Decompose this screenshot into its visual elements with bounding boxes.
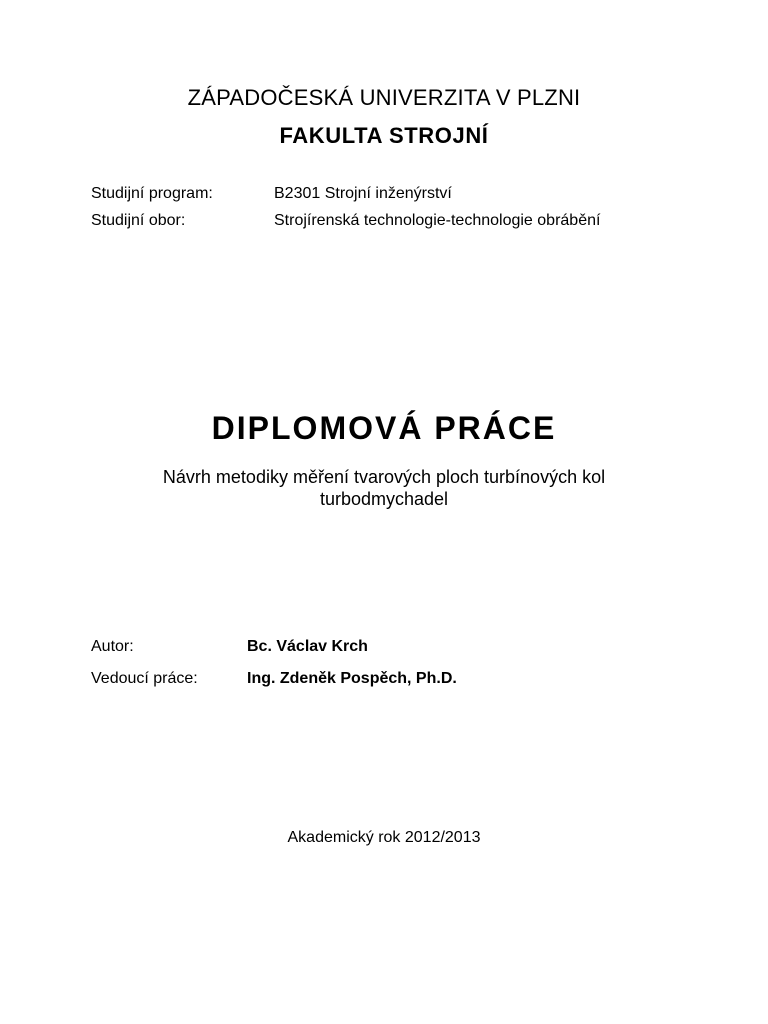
author-name: Bc. Václav Krch (247, 638, 368, 655)
academic-year: Akademický rok 2012/2013 (287, 829, 481, 846)
supervisor-label: Vedoucí práce: (91, 670, 198, 687)
author-label: Autor: (91, 638, 134, 655)
study-program-value: B2301 Strojní inženýrství (274, 185, 452, 202)
university-name: ZÁPADOČESKÁ UNIVERZITA V PLZNI (187, 85, 581, 110)
supervisor-name: Ing. Zdeněk Pospěch, Ph.D. (247, 670, 457, 687)
faculty-name: FAKULTA STROJNÍ (279, 123, 489, 148)
document-type: DIPLOMOVÁ PRÁCE (211, 410, 557, 446)
thesis-title-line-2: turbodmychadel (319, 489, 449, 509)
study-field-label: Studijní obor: (91, 212, 186, 229)
study-field-value: Strojírenská technologie-technologie obrábění (274, 212, 601, 229)
thesis-title-line-1: Návrh metodiky měření tvarových ploch turbínových kol (162, 467, 606, 487)
study-program-label: Studijní program: (91, 185, 213, 202)
thesis-title (0, 466, 768, 510)
